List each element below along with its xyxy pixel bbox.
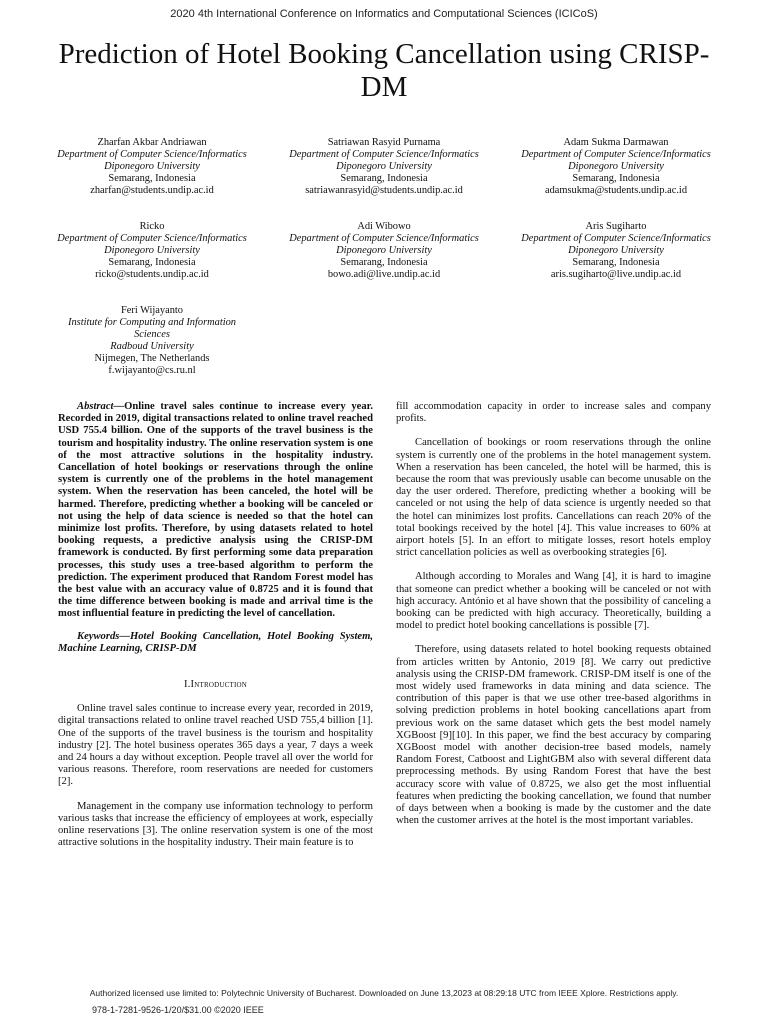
body-paragraph: Management in the company use information technology to perform various tasks that increase the efficiency of employees at work, especially online reservations [3]. The online reservation system is one of the most attractive solutions in the hospitality industry. Their main feature is to: [58, 800, 373, 849]
author-name: Adi Wibowo: [357, 221, 411, 232]
author-university: Radboud University: [110, 341, 194, 352]
author-university: Diponegoro University: [568, 161, 664, 172]
author-department: Institute for Computing and Information Sciences: [68, 317, 236, 340]
author-university: Diponegoro University: [104, 161, 200, 172]
body-paragraph: Cancellation of bookings or room reservations through the online system is currently one of the problems in the hotel management system. When a reservation has been canceled, the hotel will be harmed, this is because the room that was previously usable can become unusable on the day the user ordered. Therefore, predicting whether a booking will be canceled or not using the help of data science is urgently needed so that the hotel can minimizes lost profits. Cancellations can reach 20% of the total bookings received by the hotel [4]. This value increases to 60% at airport hotels [5]. In an effort to mitigate losses, resort hotels employ strict cancellation policies as well as overbooking strategies [6].: [396, 437, 711, 559]
left-column: [58, 401, 373, 862]
abstract-text: —Online travel sales continue to increase every year. Recorded in 2019, digital transactions related to online travel reached USD 755.4 billion. One of the supports of the travel business is the tourism and hospitality industry. The online reservation system is one of the most attractive solutions in the hospitality industry. Cancellation of hotel bookings or reservations through the online system is currently one of the problems in the hotel management system. When the reservation has been canceled, the hotel will be harmed. Therefore, predicting whether a booking will be canceled or not using the help of data science is needed so that the hotel can minimize lost profits. Therefore, by using datasets related to hotel booking requests, a predictive analysis using the CRISP-DM framework is conducted. By first performing some data preparation processes, this study uses a tree-based algorithm to perform the prediction. The experiment produced that Random Forest model has the best value with an accuracy value of 0.8725 and it is found that the time difference between booking is made and arrival time is the most influential feature in predicting the level of cancellation.: [58, 401, 373, 620]
author-email: satriawanrasyid@students.undip.ac.id: [305, 185, 463, 196]
author-university: Diponegoro University: [336, 245, 432, 256]
author-university: Diponegoro University: [336, 161, 432, 172]
isbn-footer: 978-1-7281-9526-1/20/$31.00 ©2020 IEEE: [92, 1005, 264, 1015]
author-email: zharfan@students.undip.ac.id: [90, 185, 214, 196]
license-footer: Authorized licensed use limited to: Polytechnic University of Bucharest. Downloaded on June 13,2023 at 08:29:18 UTC from IEEE Xplore. Restrictions apply.: [89, 988, 679, 998]
author-department: Department of Computer Science/Informatics: [289, 149, 479, 160]
author-department: Department of Computer Science/Informatics: [521, 149, 711, 160]
author-email: f.wijayanto@cs.ru.nl: [108, 365, 196, 376]
author-department: Department of Computer Science/Informatics: [289, 233, 479, 244]
author-block: [516, 221, 716, 281]
author-email: bowo.adi@live.undip.ac.id: [327, 269, 441, 280]
author-name: Adam Sukma Darmawan: [563, 137, 669, 148]
section-title: Introduction: [190, 679, 248, 691]
abstract: [58, 401, 373, 621]
author-block: [284, 221, 484, 281]
author-university: Diponegoro University: [568, 245, 664, 256]
author-block: [516, 137, 716, 197]
keywords: Keywords—Hotel Booking Cancellation, Hotel Booking System, Machine Learning, CRISP-DM: [58, 630, 373, 654]
author-name: Aris Sugiharto: [585, 221, 647, 232]
author-city: Semarang, Indonesia: [108, 173, 196, 184]
author-city: Semarang, Indonesia: [572, 173, 660, 184]
body-paragraph: Therefore, using datasets related to hotel booking requests obtained from articles written by Antonio, 2019 [8]. We carry out predictive analysis using the CRISP-DM framework. CRISP-DM itself is one of the most widely used frameworks in data mining and data science. The contribution of this paper is that we use other tree-based algorithms in solving prediction problems in hotel booking cancellations apart from previous work on the same dataset which gets the best model namely XGBoost [9][10]. In this paper, we find the best accuracy by comparing XGBoost model with another decision-tree based models, namely Random Forest, Catboost and LightGBM also with several different data preprocessing methods. By using Random Forest that have the best accuracy score with value of 0.8725, we also get the most influential features when predicting the booking cancellation, we found that number of days between when a booking is made by the customer and the date when the customer arrives at the hotel is the most important variables.: [396, 644, 711, 827]
author-department: Department of Computer Science/Informatics: [521, 233, 711, 244]
author-university: Diponegoro University: [104, 245, 200, 256]
author-city: Semarang, Indonesia: [572, 257, 660, 268]
author-email: aris.sugiharto@live.undip.ac.id: [550, 269, 682, 280]
author-name: Zharfan Akbar Andriawan: [97, 137, 207, 148]
body-paragraph: Although according to Morales and Wang [4], it is hard to imagine that someone can predict whether a booking will be canceled or not with high accuracy. António et al have shown that the possibility of canceling a booking can be predicted with high accuracy. Theoretically, building a model to predict hotel booking cancellations is possible [7].: [396, 571, 711, 632]
author-block: [284, 137, 484, 197]
section-number: I.: [183, 679, 191, 691]
right-column: [396, 401, 711, 840]
body-paragraph: Online travel sales continue to increase every year, recorded in 2019, digital transactions related to online travel reached USD 755,4 billion [1]. One of the supports of the travel business is the tourism and hospitality industry [2]. The hotel business operates 365 days a year, 7 days a week and 24 hours a day without exception. People travel all over the world for various reasons. Therefore, room reservations are needed for customers [2].: [58, 703, 373, 788]
author-city: Semarang, Indonesia: [340, 257, 428, 268]
body-paragraph-continued: fill accommodation capacity in order to increase sales and company profits.: [396, 401, 711, 425]
author-department: Department of Computer Science/Informatics: [57, 233, 247, 244]
paper-title: Prediction of Hotel Booking Cancellation using CRISP-DM: [58, 38, 710, 103]
author-city: Semarang, Indonesia: [108, 257, 196, 268]
author-name: Feri Wijayanto: [120, 305, 183, 316]
author-block: [52, 137, 252, 197]
author-email: adamsukma@students.undip.ac.id: [544, 185, 688, 196]
author-city: Nijmegen, The Netherlands: [94, 353, 210, 364]
author-block: [52, 305, 252, 377]
author-block: [52, 221, 252, 281]
abstract-label: Abstract: [77, 401, 114, 412]
author-name: Ricko: [139, 221, 165, 232]
author-name: Satriawan Rasyid Purnama: [327, 137, 441, 148]
section-heading-introduction: [58, 679, 373, 691]
author-city: Semarang, Indonesia: [340, 173, 428, 184]
author-department: Department of Computer Science/Informatics: [57, 149, 247, 160]
author-email: ricko@students.undip.ac.id: [95, 269, 209, 280]
conference-header: 2020 4th International Conference on Informatics and Computational Sciences (ICICoS): [170, 8, 598, 20]
